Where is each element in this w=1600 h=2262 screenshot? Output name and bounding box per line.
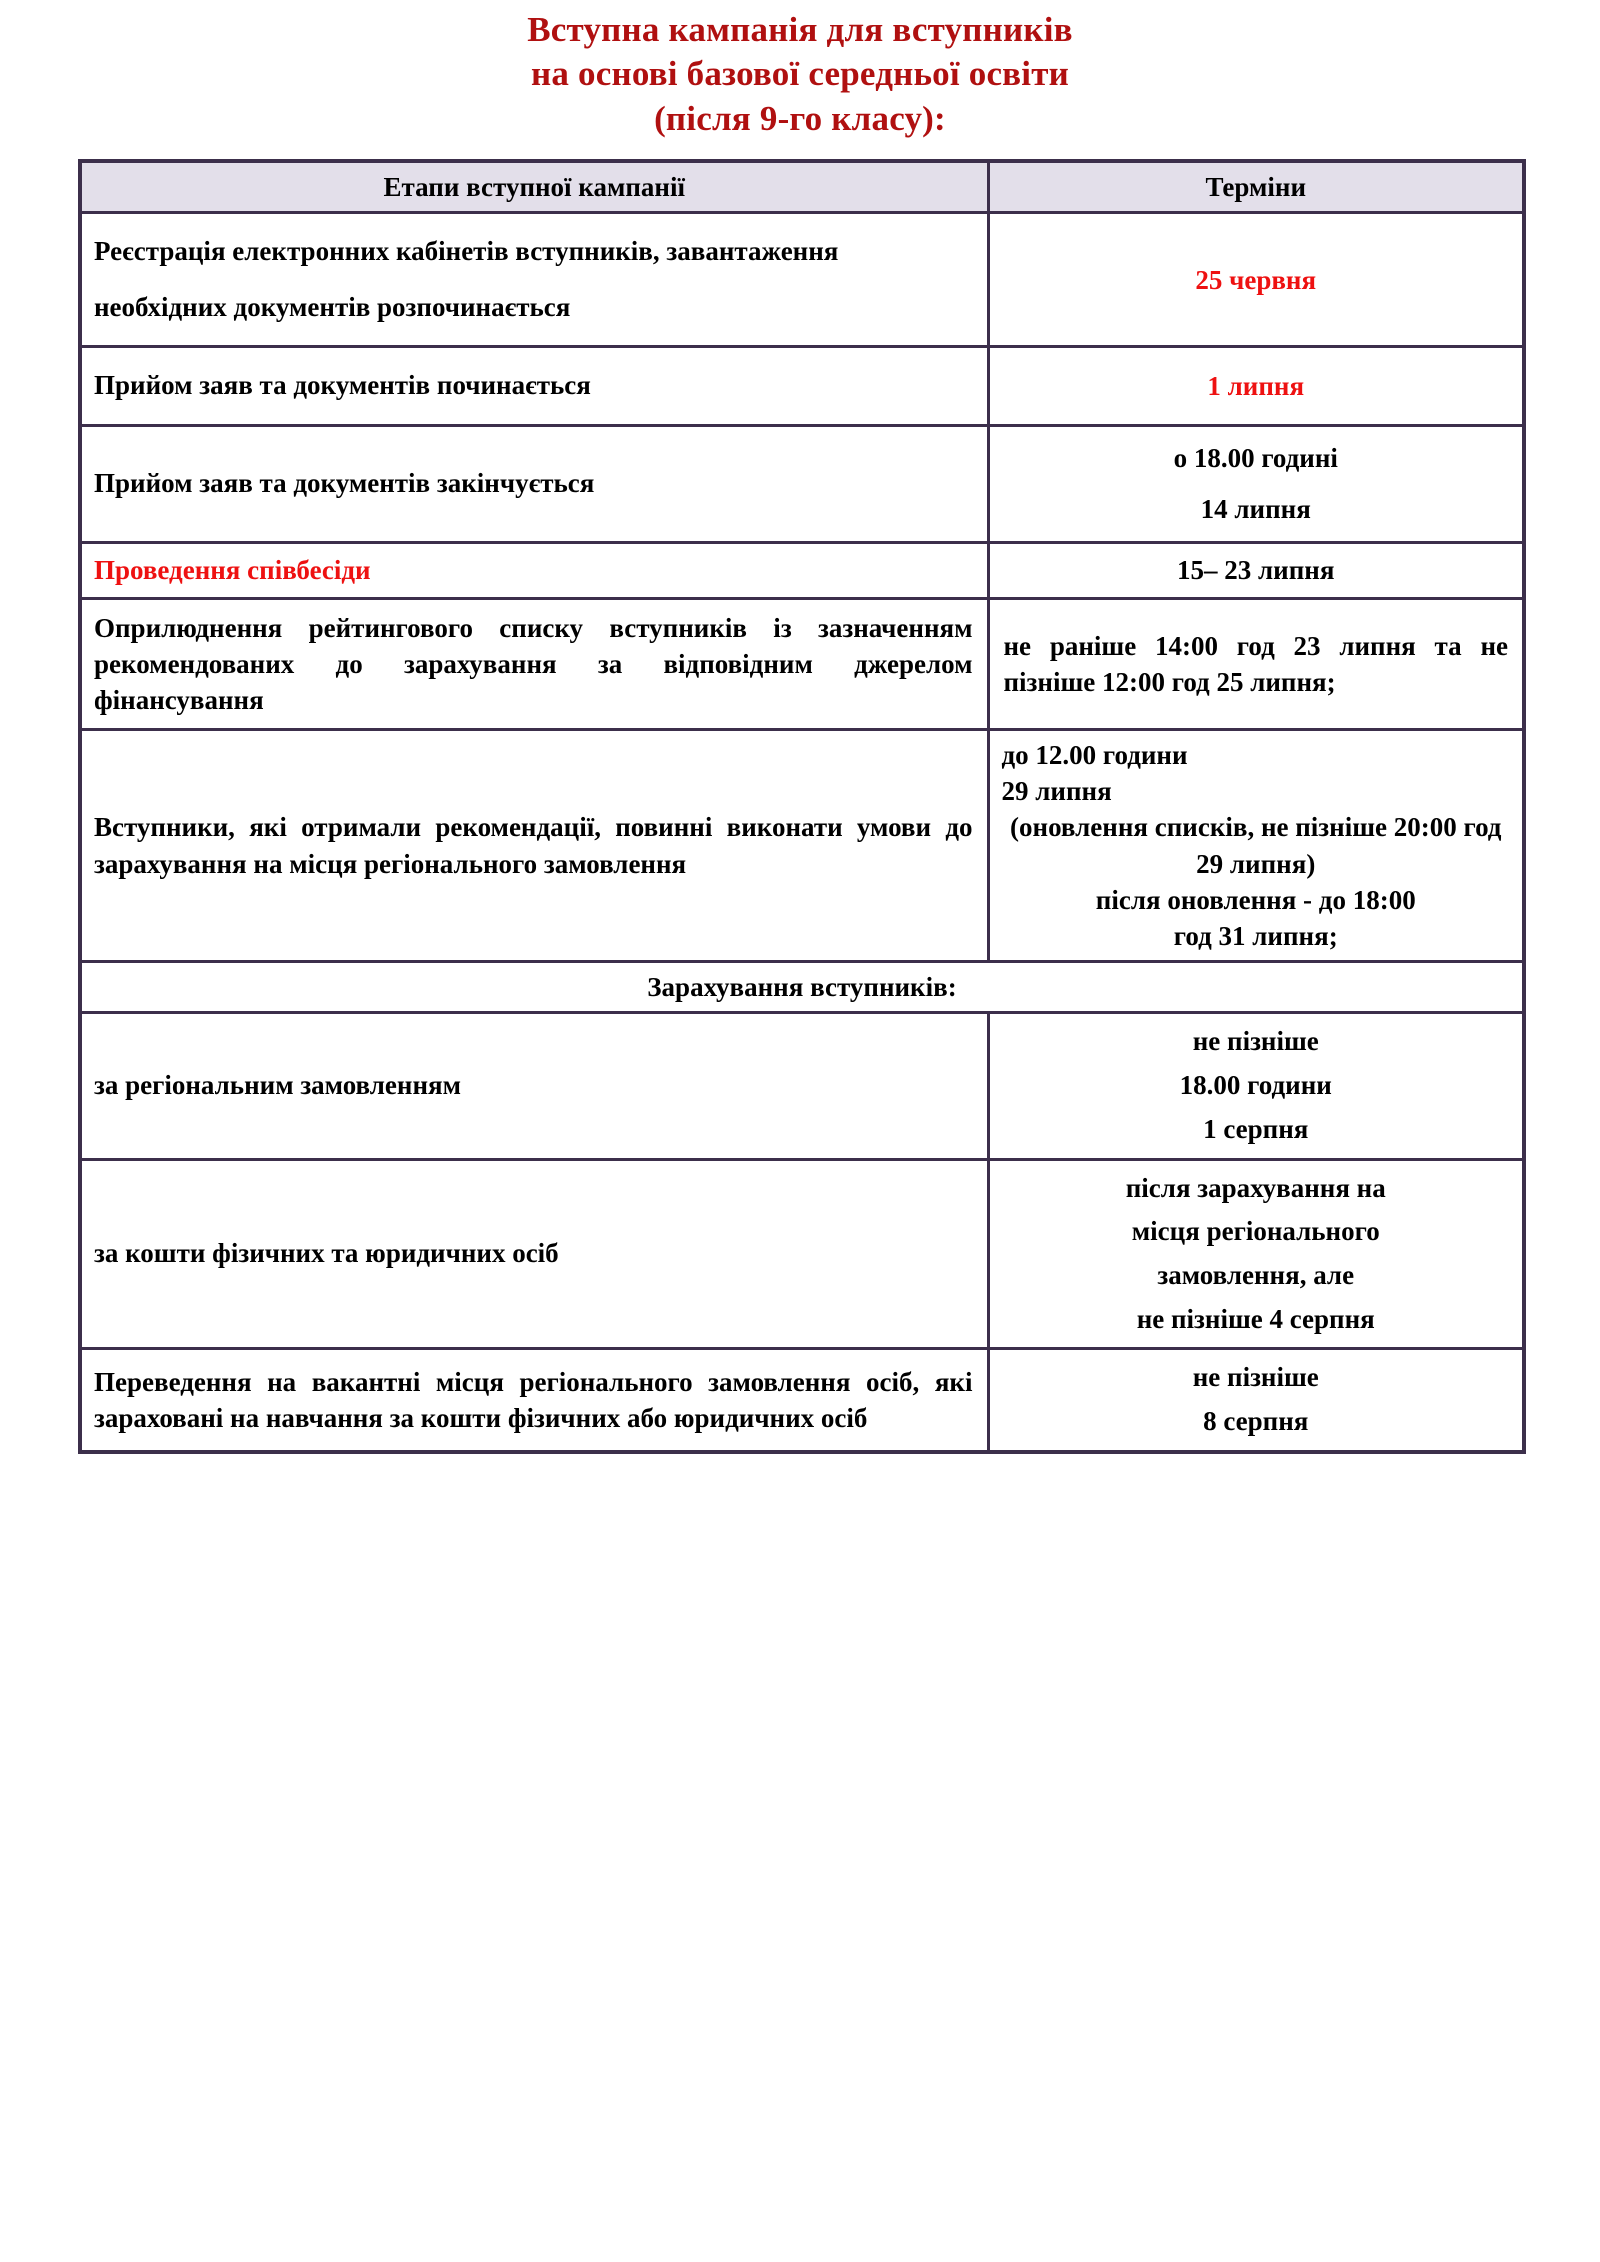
- term-line: 1 серпня: [1203, 1113, 1309, 1144]
- term-cell: 25 червня: [988, 213, 1524, 347]
- table-row: [80, 730, 1524, 962]
- table-row: [80, 213, 1524, 347]
- term-cell: [988, 1349, 1524, 1452]
- term-line: 29 липня: [1001, 776, 1112, 807]
- stage-cell: Реєстрація електронних кабінетів вступників, завантаження необхідних документів розпочинається: [80, 213, 988, 347]
- term-line: не пізніше: [1192, 1026, 1319, 1057]
- column-header-term: Терміни: [988, 161, 1524, 213]
- term-cell: [988, 1159, 1524, 1349]
- term-cell: не раніше 14:00 год 23 липня та не пізніше 12:00 год 25 липня;: [988, 598, 1524, 730]
- column-header-stage: Етапи вступної кампанії: [80, 161, 988, 213]
- term-line: год 31 липня;: [1173, 920, 1338, 951]
- stage-cell: Прийом заяв та документів закінчується: [80, 425, 988, 543]
- section-header-cell: Зарахування вступників:: [80, 962, 1524, 1013]
- table-row: [80, 1159, 1524, 1349]
- stage-cell: за регіональним замовленням: [80, 1013, 988, 1159]
- table-row: [80, 598, 1524, 730]
- term-line: місця регіонального: [1131, 1216, 1380, 1247]
- term-line: після оновлення - до 18:00: [1095, 884, 1416, 915]
- term-line: замовлення, але: [1157, 1260, 1355, 1290]
- term-line: до 12.00 години: [1001, 740, 1188, 771]
- page-title-line-1: Вступна кампанія для вступників: [527, 10, 1073, 49]
- term-line: о 18.00 годині: [1173, 442, 1338, 473]
- term-line: не пізніше 4 серпня: [1136, 1303, 1375, 1334]
- table-header-row: [80, 161, 1524, 213]
- table-row: [80, 425, 1524, 543]
- page-title-line-3: (після 9-го класу):: [654, 98, 946, 138]
- table-row: [80, 347, 1524, 425]
- admission-schedule-table: [78, 159, 1526, 1454]
- stage-cell: Оприлюднення рейтингового списку вступників із зазначенням рекомендованих до зарахування за відповідним джерелом фінансування: [80, 598, 988, 730]
- term-line: 18.00 години: [1179, 1070, 1332, 1101]
- table-row: [80, 1013, 1524, 1159]
- table-head: [80, 161, 1524, 213]
- stage-cell: Вступники, які отримали рекомендації, повинні виконати умови до зарахування на місця регіонального замовлення: [80, 730, 988, 962]
- term-cell: 1 липня: [988, 347, 1524, 425]
- term-cell: [988, 425, 1524, 543]
- table-row: [80, 1349, 1524, 1452]
- table-row: [80, 543, 1524, 599]
- stage-cell: Проведення співбесіди: [80, 543, 988, 599]
- term-line: 14 липня: [1200, 493, 1311, 524]
- table-body: [80, 213, 1524, 1452]
- term-line: 8 серпня: [1203, 1406, 1309, 1437]
- admission-schedule-table-wrapper: [78, 159, 1522, 1454]
- page-title-line-2: на основі базової середньої освіти: [531, 54, 1069, 94]
- table-row-section-header: [80, 962, 1524, 1013]
- term-line: не пізніше: [1192, 1362, 1319, 1393]
- term-line: (оновлення списків, не пізніше 20:00 год 29 липня): [1010, 812, 1502, 879]
- stage-cell: Переведення на вакантні місця регіонального замовлення осіб, які зараховані на навчання за кошти фізичних або юридичних осіб: [80, 1349, 988, 1452]
- term-cell: [988, 1013, 1524, 1159]
- term-line: після зарахування на: [1125, 1172, 1386, 1203]
- stage-cell: Прийом заяв та документів починається: [80, 347, 988, 425]
- stage-cell: за кошти фізичних та юридичних осіб: [80, 1159, 988, 1349]
- page-title: [0, 0, 1600, 141]
- term-cell: 15– 23 липня: [988, 543, 1524, 599]
- term-cell: [988, 730, 1524, 962]
